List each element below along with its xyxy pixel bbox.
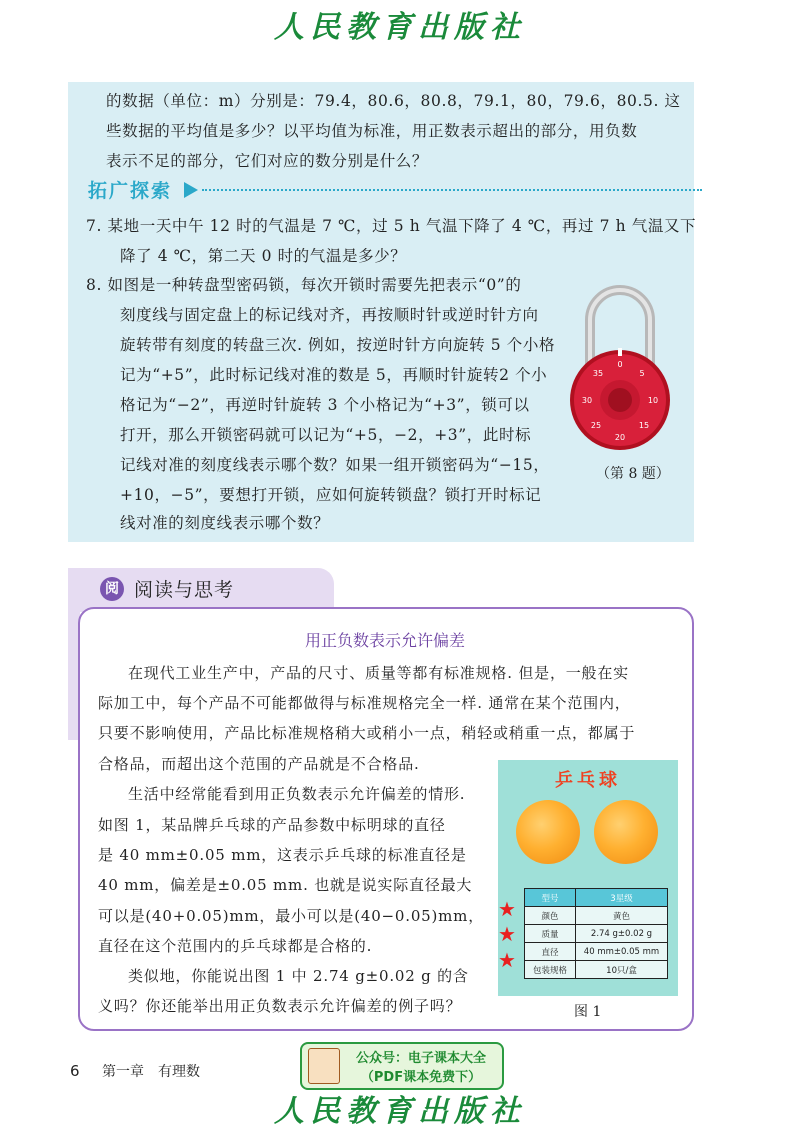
- dial-number: 35: [592, 369, 604, 378]
- exercise-6-line: 表示不足的部分，它们对应的数分别是什么？: [106, 152, 429, 170]
- chapter-title: 第一章 有理数: [102, 1064, 200, 1080]
- spec-value: 2.74 g±0.02 g: [576, 925, 668, 943]
- spec-row: [525, 889, 668, 907]
- exercise-7-line: 7. 某地一天中午 12 时的气温是 7 ℃，过 5 h 气温下降了 4 ℃，再过 7 h 气温又下: [86, 217, 697, 235]
- spec-label: 包装规格: [525, 961, 576, 979]
- reading-paragraph-line: 如图 1，某品牌乒乓球的产品参数中标明球的直径: [98, 816, 446, 834]
- arrow-icon: [184, 182, 198, 198]
- spec-value: 10只/盒: [576, 961, 668, 979]
- exercise-8-line: 格记为“−2”，再逆时针旋转 3 个小格记为“+3”，锁可以: [120, 396, 530, 414]
- ping-pong-ball-image: [594, 800, 658, 864]
- dial-number: 25: [590, 421, 602, 430]
- figure-1-title: 乒乓球: [555, 770, 621, 791]
- dial-number: 20: [614, 433, 626, 442]
- exercise-8-line: +10，−5”，要想打开锁，应如何旋转锁盘？锁打开时标记: [120, 486, 542, 504]
- exercise-8-line: 刻度线与固定盘上的标记线对齐，再按顺时针或逆时针方向: [120, 306, 539, 324]
- watermark-line: （PDF课本免费下）: [360, 1070, 482, 1085]
- dotted-divider: [202, 189, 702, 191]
- reading-section-title: 阅读与思考: [134, 579, 235, 601]
- spec-row: [525, 961, 668, 979]
- page-footer: [70, 1061, 200, 1081]
- ping-pong-ball-image: [516, 800, 580, 864]
- spec-label: 直径: [525, 943, 576, 961]
- reading-paragraph-line: 义吗？你还能举出用正负数表示允许偏差的例子吗？: [98, 997, 462, 1015]
- watermark-badge: [300, 1042, 504, 1090]
- dial-number: 15: [638, 421, 650, 430]
- spec-label: 质量: [525, 925, 576, 943]
- dial-number: 10: [647, 396, 659, 405]
- spec-value: 黄色: [576, 907, 668, 925]
- reading-paragraph-line: 合格品，而超出这个范围的产品就是不合格品.: [98, 755, 420, 773]
- reading-paragraph-line: 40 mm，偏差是±0.05 mm. 也就是说实际直径最大: [98, 876, 473, 894]
- exercise-8-line: 记线对准的刻度线表示哪个数？如果一组开锁密码为“−15，: [120, 456, 550, 474]
- spec-table: [524, 888, 668, 979]
- spec-row: [525, 925, 668, 943]
- reading-paragraph-line: 只要不影响使用，产品比标准规格稍大或稍小一点，稍轻或稍重一点，都属于: [98, 724, 636, 742]
- exercise-6-line: 些数据的平均值是多少？以平均值为标准，用正数表示超出的部分，用负数: [106, 122, 638, 140]
- reading-paragraph-line: 直径在这个范围内的乒乓球都是合格的.: [98, 937, 373, 955]
- dial-number: 30: [581, 396, 593, 405]
- star-icon: ★: [498, 948, 516, 972]
- page-number: 6: [70, 1062, 80, 1080]
- spec-row: [525, 943, 668, 961]
- figure-1-ping-pong: [498, 760, 678, 996]
- reading-paragraph-line: 类似地，你能说出图 1 中 2.74 g±0.02 g 的含: [128, 967, 469, 985]
- exercise-8-line: 线对准的刻度线表示哪个数？: [120, 514, 330, 532]
- spec-row: [525, 907, 668, 925]
- spec-label: 型号: [525, 889, 576, 907]
- exercise-8-line: 打开，那么开锁密码就可以记为“+5，−2，+3”，此时标: [120, 426, 532, 444]
- reading-icon: 阅: [100, 577, 124, 601]
- spec-value: 3星级: [576, 889, 668, 907]
- star-icon: ★: [498, 897, 516, 921]
- section-title: 拓广探索: [88, 180, 173, 202]
- spec-label: 颜色: [525, 907, 576, 925]
- reading-paragraph-line: 在现代工业生产中，产品的尺寸、质量等都有标准规格. 但是，一般在实: [128, 664, 629, 682]
- reading-paragraph-line: 是 40 mm±0.05 mm，这表示乒乓球的标准直径是: [98, 846, 467, 864]
- exercise-7-line: 降了 4 ℃，第二天 0 时的气温是多少？: [120, 247, 407, 265]
- dial-number: 5: [639, 369, 645, 378]
- exercise-8-line: 8. 如图是一种转盘型密码锁，每次开锁时需要先把表示“0”的: [86, 276, 522, 294]
- publisher-logo-top: 人民教育出版社: [274, 10, 526, 45]
- reading-article-title: 用正负数表示允许偏差: [304, 631, 465, 650]
- section-heading: [88, 176, 702, 203]
- exercise-8-line: 记为“+5”，此时标记线对准的数是 5，再顺时针旋转2 个小: [120, 366, 548, 384]
- star-icon: ★: [498, 922, 516, 946]
- reading-paragraph-line: 生活中经常能看到用正负数表示允许偏差的情形.: [128, 785, 466, 803]
- dial-number: 0: [617, 360, 623, 369]
- combination-lock-image: [568, 276, 672, 460]
- watermark-line: 公众号：电子课本大全: [355, 1051, 486, 1066]
- figure-caption-q8: （第 8 题）: [596, 466, 670, 482]
- publisher-logo-bottom: 人民教育出版社: [274, 1094, 526, 1129]
- figure-1-caption: 图 1: [574, 1004, 602, 1020]
- exercise-8-line: 旋转带有刻度的转盘三次. 例如，按逆时针方向旋转 5 个小格: [120, 336, 556, 354]
- reading-paragraph-line: 可以是(40+0.05)mm，最小可以是(40−0.05)mm，: [98, 907, 485, 925]
- reading-paragraph-line: 际加工中，每个产品不可能都做得与标准规格完全一样. 通常在某个范围内，: [98, 694, 631, 712]
- book-icon: [308, 1048, 340, 1084]
- spec-value: 40 mm±0.05 mm: [576, 943, 668, 961]
- exercise-6-line: 的数据（单位：m）分别是：79.4，80.6，80.8，79.1，80，79.6，80.5. 这: [106, 92, 681, 110]
